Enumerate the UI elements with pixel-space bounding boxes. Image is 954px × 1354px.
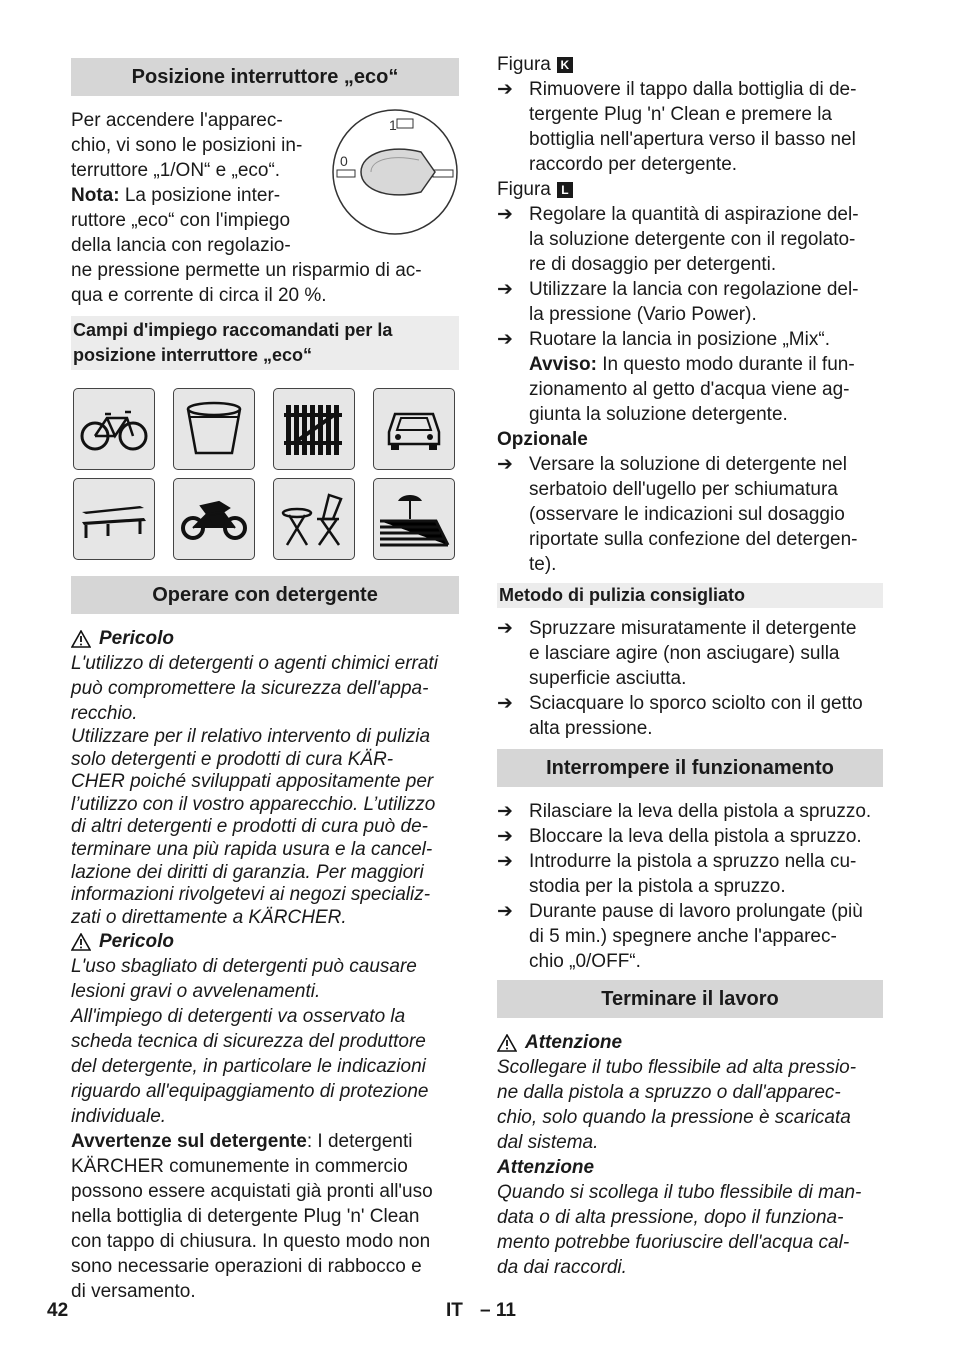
steps-figure-l: [497, 202, 883, 427]
arrow-right-icon: ➔: [497, 454, 513, 475]
figure-k-badge: K: [557, 57, 573, 73]
garden-furniture-icon: [273, 478, 355, 560]
arrow-right-icon: ➔: [497, 851, 513, 872]
pericolo-1-text: L'utilizzo di detergenti o agenti chimici errati può compromettere la sicurezza dell'appa- recchio.: [71, 653, 438, 724]
arrow-right-icon: ➔: [497, 329, 513, 350]
steps-interrompere: [497, 799, 883, 974]
list-item: ➔ Spruzzare misuratamente il detergente e lasciare agire (non asciugare) sulla superficie asciutta.: [497, 618, 857, 689]
list-item: ➔ Utilizzare la lancia con regolazione del- la pressione (Vario Power).: [497, 279, 859, 325]
attenzione-2-text: Quando si scollega il tubo flessibile di man- data o di alta pressione, dopo il funziona- mento potrebbe fuoriuscire dell'acqua cal- da dai raccordi.: [497, 1182, 862, 1278]
page-number: 42: [47, 1300, 69, 1321]
dial-off-label: 0: [340, 153, 348, 169]
detergent-section-heading: Operare con detergente: [71, 576, 459, 614]
pericolo-warning-2: Pericolo: [71, 929, 459, 954]
list-item: ➔ Introdurre la pistola a spruzzo nella cu- stodia per la pistola a spruzzo.: [497, 851, 857, 897]
attenzione-label-2: Attenzione: [497, 1157, 595, 1178]
figura-k-label: Figura K: [497, 52, 883, 77]
list-item: ➔ Rimuovere il tappo dalla bottiglia di de- tergente Plug 'n' Clean e premere la bottiglia nell'apertura verso il basso nel raccordo per detergente.: [497, 79, 857, 175]
opzionale-label: Opzionale: [497, 429, 588, 450]
steps-figure-k: [497, 77, 883, 177]
arrow-right-icon: ➔: [497, 693, 513, 714]
arrow-right-icon: ➔: [497, 279, 513, 300]
footer-lang: IT: [446, 1300, 463, 1321]
flower-pot-icon: [173, 388, 255, 470]
list-item: ➔ Regolare la quantità di aspirazione del- la soluzione detergente con il regolato- re di dosaggio per detergenti.: [497, 204, 859, 275]
car-icon: [373, 388, 455, 470]
arrow-right-icon: ➔: [497, 204, 513, 225]
campi-subheading: Campi d'impiego raccomandati per la posizione interruttore „eco“: [71, 316, 459, 370]
warning-triangle-icon: [71, 630, 91, 648]
deck-icon: [373, 478, 455, 560]
metodo-subheading: Metodo di pulizia consigliato: [497, 583, 883, 608]
avvertenze-detergente: Avvertenze sul detergente: I detergenti KÄRCHER comunemente in commercio possono essere acquistati già pronti all'uso nella bottiglia di detergente Plug 'n' Clean con tappo di chiusura. In questo modo non sono necessarie operazioni di rabbocco e di versamento.: [71, 1131, 433, 1303]
arrow-right-icon: ➔: [497, 901, 513, 922]
arrow-right-icon: ➔: [497, 801, 513, 822]
arrow-right-icon: ➔: [497, 79, 513, 100]
attenzione-warning-1: Attenzione: [497, 1030, 883, 1055]
eco-switch-dial-image: [331, 108, 459, 236]
nota-label: Nota:: [71, 185, 120, 206]
pericolo-2-text: L'uso sbagliato di detergenti può causare lesioni gravi o avvelenamenti. All'impiego di detergenti va osservato la scheda tecnica di sicurezza del produttore del detergente, in particolare le indicazioni riguardo all'equipaggiamento di protezione individuale.: [71, 956, 429, 1128]
warning-triangle-icon: [71, 933, 91, 951]
bench-icon: [73, 478, 155, 560]
steps-opzionale: [497, 452, 883, 577]
steps-metodo: [497, 616, 883, 741]
list-item: ➔ Durante pause di lavoro prolungate (più di 5 min.) spegnere anche l'apparec- chio „0/OFF“.: [497, 901, 863, 972]
list-item: ➔ Versare la soluzione di detergente nel serbatoio dell'ugello per schiumatura (osservare le indicazioni sul dosaggio riportate sulla confezione del detergen- te).: [497, 454, 858, 575]
pericolo-1b-text: Utilizzare per il relativo intervento di pulizia solo detergenti e prodotti di cura KÄR- CHER poiché sviluppati appositamente per l’utilizzo con il vostro apparecchio. L’utilizzo di altri detergenti e prodotti di cura può de- terminare una più rapida usura e la cancel- lazione dei diritti di garanzia. Per maggiori informazioni rivolgetevi ai negozi specializ- zati o direttamente a KÄRCHER.: [71, 726, 436, 928]
figura-l-label: Figura L: [497, 177, 883, 202]
motorcycle-icon: [173, 478, 255, 560]
interrompere-section-heading: Interrompere il funzionamento: [497, 749, 883, 787]
arrow-right-icon: ➔: [497, 618, 513, 639]
list-item: ➔ Sciacquare lo sporco sciolto con il getto alta pressione.: [497, 693, 863, 739]
list-item: ➔ Bloccare la leva della pistola a spruzzo.: [497, 826, 862, 847]
right-column: [497, 52, 883, 1280]
dial-on-label: 1: [389, 117, 397, 133]
attenzione-1-text: Scollegare il tubo flessibile ad alta pressio- ne dalla pistola a spruzzo o dall'apparec- chio, solo quando la pressione è scaricata dal sistema.: [497, 1057, 857, 1153]
warning-triangle-icon: [497, 1034, 517, 1052]
figure-l-badge: L: [557, 182, 573, 198]
footer-section-page: – 11: [480, 1300, 516, 1321]
terminare-section-heading: Terminare il lavoro: [497, 980, 883, 1018]
fence-icon: [273, 388, 355, 470]
application-icons: [73, 388, 459, 560]
bicycle-icon: [73, 388, 155, 470]
list-item: ➔ Ruotare la lancia in posizione „Mix“. Avviso: In questo modo durante il fun- zionamento al getto d'acqua viene ag- giunta la soluzione detergente.: [497, 329, 855, 425]
arrow-right-icon: ➔: [497, 826, 513, 847]
eco-intro: 1 0 Per accendere l'apparec- chio, vi sono le posizioni in- terruttore „1/ON“ e „eco“. Nota: La posizione inter- ruttore „eco“ con l'impiego della lancia con regolazio- ne pressione permette un risparmio di ac- qua e corrente di circa il 20 %.: [71, 108, 459, 308]
eco-section-heading: Posizione interruttore „eco“: [71, 58, 459, 96]
pericolo-warning-1: Pericolo: [71, 626, 459, 651]
left-column: [71, 52, 459, 1304]
list-item: ➔ Rilasciare la leva della pistola a spruzzo.: [497, 801, 872, 822]
